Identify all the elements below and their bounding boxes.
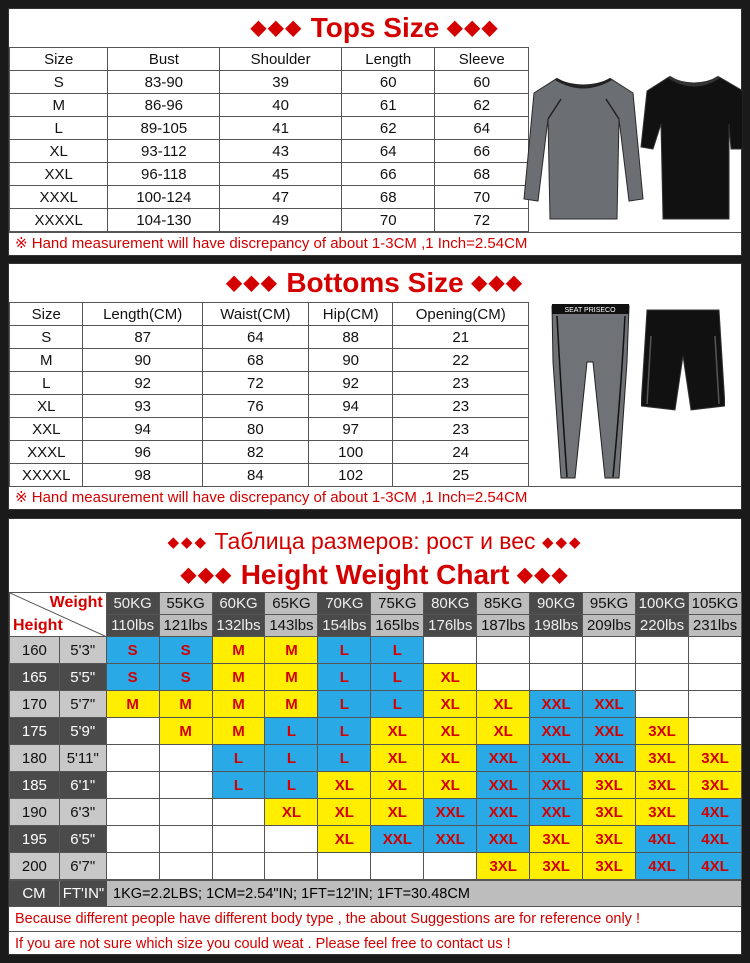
size-cell: 3XL [583, 772, 636, 799]
table-cell: 84 [202, 464, 308, 487]
size-cell [265, 826, 318, 853]
size-cell: L [318, 637, 371, 664]
table-header-row [10, 303, 529, 326]
height-ft: 5'3" [59, 637, 106, 664]
size-cell: M [212, 718, 265, 745]
size-cell: XL [318, 826, 371, 853]
table-cell: 86-96 [108, 94, 220, 117]
size-cell: 3XL [636, 772, 689, 799]
column-header: Waist(CM) [202, 303, 308, 326]
size-cell: 3XL [583, 853, 636, 880]
height-ft: 5'7" [59, 691, 106, 718]
height-row [10, 637, 742, 664]
table-cell: L [10, 117, 108, 140]
table-cell: 92 [83, 372, 202, 395]
size-cell: M [212, 637, 265, 664]
diamond-icon: ◆◆◆ [180, 564, 233, 586]
column-header: Size [10, 48, 108, 71]
table-cell: 64 [435, 117, 529, 140]
shorts-image [641, 306, 725, 416]
table-cell: XXL [10, 418, 83, 441]
size-cell: 3XL [689, 772, 742, 799]
height-cm: 175 [10, 718, 60, 745]
table-cell: 23 [393, 418, 529, 441]
compression-pants-image [547, 302, 637, 482]
size-cell: XXL [530, 799, 583, 826]
size-cell: L [371, 691, 424, 718]
diamond-icon: ◆◆◆ [447, 17, 500, 39]
table-cell: 22 [393, 349, 529, 372]
table-cell: 68 [341, 186, 435, 209]
size-cell: XL [371, 745, 424, 772]
size-cell: 4XL [689, 799, 742, 826]
table-cell: 90 [83, 349, 202, 372]
table-cell: 41 [220, 117, 342, 140]
size-cell: L [318, 745, 371, 772]
size-cell [106, 745, 159, 772]
size-cell [424, 637, 477, 664]
table-cell: XXXXL [10, 464, 83, 487]
size-cell: XL [424, 772, 477, 799]
size-cell [318, 853, 371, 880]
long-sleeve-shirt-image [521, 69, 646, 229]
height-cm: 180 [10, 745, 60, 772]
table-cell: 24 [393, 441, 529, 464]
size-cell: 3XL [583, 799, 636, 826]
size-cell: L [265, 718, 318, 745]
table-row [10, 349, 529, 372]
column-header: Size [10, 303, 83, 326]
corner-header [10, 593, 107, 637]
table-row [10, 163, 529, 186]
size-cell [530, 637, 583, 664]
height-row [10, 664, 742, 691]
table-cell: 96 [83, 441, 202, 464]
size-cell: M [265, 664, 318, 691]
height-cm: 160 [10, 637, 60, 664]
kg-header: 50KG [106, 593, 159, 615]
size-cell: XXL [477, 745, 530, 772]
size-cell [689, 691, 742, 718]
height-cm: 190 [10, 799, 60, 826]
size-cell: XL [371, 799, 424, 826]
table-cell: XXL [10, 163, 108, 186]
table-row [10, 326, 529, 349]
tops-title: ◆◆◆ Tops Size ◆◆◆ [250, 12, 500, 43]
size-cell: S [159, 664, 212, 691]
height-cm: 185 [10, 772, 60, 799]
size-cell: M [159, 691, 212, 718]
column-header: Length(CM) [83, 303, 202, 326]
bottoms-title: ◆◆◆ Bottoms Size ◆◆◆ [226, 267, 524, 298]
table-cell: 102 [308, 464, 393, 487]
diamond-icon: ◆◆◆ [226, 272, 279, 294]
height-weight-panel [8, 518, 742, 955]
size-cell: XXL [583, 718, 636, 745]
height-ft: 5'11" [59, 745, 106, 772]
table-cell: 72 [435, 209, 529, 232]
size-cell: XL [371, 772, 424, 799]
table-cell: S [10, 326, 83, 349]
conversion-text: 1KG=2.2LBS; 1CM=2.54"IN; 1FT=12'IN; 1FT=30.48CM [107, 881, 741, 906]
tops-panel [8, 8, 742, 256]
size-cell: S [159, 637, 212, 664]
lbs-header: 154lbs [318, 615, 371, 637]
size-cell: L [212, 772, 265, 799]
table-row [10, 117, 529, 140]
table-cell: 70 [435, 186, 529, 209]
lbs-header: 231lbs [689, 615, 742, 637]
size-cell: XXL [583, 745, 636, 772]
diamond-icon: ◆◆◆ [167, 534, 209, 551]
table-cell: 92 [308, 372, 393, 395]
height-row [10, 853, 742, 880]
size-cell: XL [424, 691, 477, 718]
size-cell: XL [424, 718, 477, 745]
size-cell: L [371, 637, 424, 664]
table-cell: XXXL [10, 441, 83, 464]
russian-title: ◆◆◆ Таблица размеров: рост и вес ◆◆◆ [167, 528, 583, 554]
size-cell [371, 853, 424, 880]
lbs-header: 176lbs [424, 615, 477, 637]
bottoms-size-table [9, 302, 529, 487]
brand-text: SEAT PRISECO [564, 307, 616, 314]
size-cell [689, 637, 742, 664]
table-row [10, 418, 529, 441]
kg-header: 80KG [424, 593, 477, 615]
table-cell: 23 [393, 372, 529, 395]
table-cell: 76 [202, 395, 308, 418]
tops-note: ※ Hand measurement will have discrepancy of about 1-3CM ,1 Inch=2.54CM [9, 232, 741, 255]
size-cell [689, 664, 742, 691]
column-header: Sleeve [435, 48, 529, 71]
table-row [10, 464, 529, 487]
table-cell: 64 [341, 140, 435, 163]
table-cell: M [10, 349, 83, 372]
kg-header-row [10, 593, 742, 615]
footer-cm: CM [9, 881, 59, 906]
kg-header: 60KG [212, 593, 265, 615]
kg-header: 70KG [318, 593, 371, 615]
reference-note: Because different people have different body type , the about Suggestions are for reference only ! [9, 906, 741, 931]
size-cell [477, 637, 530, 664]
table-cell: 70 [341, 209, 435, 232]
size-cell: M [106, 691, 159, 718]
size-cell: 4XL [689, 853, 742, 880]
size-cell [106, 772, 159, 799]
bottoms-note: ※ Hand measurement will have discrepancy of about 1-3CM ,1 Inch=2.54CM [9, 486, 741, 509]
table-cell: 40 [220, 94, 342, 117]
size-cell: 3XL [530, 826, 583, 853]
table-cell: 62 [435, 94, 529, 117]
height-label: Height [13, 617, 63, 634]
table-cell: 68 [435, 163, 529, 186]
lbs-header: 198lbs [530, 615, 583, 637]
size-cell: XXL [530, 718, 583, 745]
table-cell: XXXXL [10, 209, 108, 232]
size-cell [477, 664, 530, 691]
size-cell: XL [477, 691, 530, 718]
size-cell [159, 772, 212, 799]
kg-header: 55KG [159, 593, 212, 615]
kg-header: 90KG [530, 593, 583, 615]
size-cell: 3XL [583, 826, 636, 853]
table-cell: 94 [308, 395, 393, 418]
table-cell: 90 [308, 349, 393, 372]
size-cell: 4XL [636, 853, 689, 880]
size-cell [159, 853, 212, 880]
size-cell: XL [424, 664, 477, 691]
size-cell [106, 826, 159, 853]
size-cell [159, 826, 212, 853]
conversion-row [9, 880, 741, 906]
size-cell [265, 853, 318, 880]
kg-header: 100KG [636, 593, 689, 615]
size-cell: XL [477, 718, 530, 745]
bottoms-panel [8, 263, 742, 510]
table-cell: 104-130 [108, 209, 220, 232]
size-cell: XL [318, 772, 371, 799]
kg-header: 75KG [371, 593, 424, 615]
diamond-icon: ◆◆◆ [471, 272, 524, 294]
size-cell: XXL [371, 826, 424, 853]
size-cell [212, 826, 265, 853]
diamond-icon: ◆◆◆ [517, 564, 570, 586]
weight-label: Weight [49, 594, 103, 611]
height-row [10, 691, 742, 718]
kg-header: 65KG [265, 593, 318, 615]
size-cell: L [265, 745, 318, 772]
size-cell: XXL [583, 691, 636, 718]
table-cell: 94 [83, 418, 202, 441]
height-cm: 170 [10, 691, 60, 718]
diamond-icon: ◆◆◆ [250, 17, 303, 39]
table-header-row [10, 48, 529, 71]
size-cell [689, 718, 742, 745]
lbs-header: 132lbs [212, 615, 265, 637]
table-cell: 68 [202, 349, 308, 372]
height-cm: 165 [10, 664, 60, 691]
height-ft: 5'9" [59, 718, 106, 745]
table-row [10, 395, 529, 418]
size-cell: XXL [530, 772, 583, 799]
size-cell: S [106, 664, 159, 691]
table-cell: 100-124 [108, 186, 220, 209]
size-cell: L [212, 745, 265, 772]
size-cell: 3XL [477, 853, 530, 880]
table-cell: XL [10, 140, 108, 163]
size-cell: M [265, 637, 318, 664]
lbs-header: 121lbs [159, 615, 212, 637]
height-row [10, 745, 742, 772]
size-cell [424, 853, 477, 880]
height-weight-title: ◆◆◆ Height Weight Chart ◆◆◆ [180, 559, 570, 590]
size-cell [530, 664, 583, 691]
size-cell [212, 853, 265, 880]
table-cell: 21 [393, 326, 529, 349]
footer-ft: FT'IN" [59, 881, 107, 906]
table-cell: 62 [341, 117, 435, 140]
table-cell: 49 [220, 209, 342, 232]
table-cell: 89-105 [108, 117, 220, 140]
size-cell: L [265, 772, 318, 799]
table-cell: M [10, 94, 108, 117]
column-header: Hip(CM) [308, 303, 393, 326]
table-cell: 45 [220, 163, 342, 186]
table-cell: 93-112 [108, 140, 220, 163]
size-cell: XXL [530, 745, 583, 772]
column-header: Shoulder [220, 48, 342, 71]
size-cell: 3XL [636, 799, 689, 826]
size-cell [106, 799, 159, 826]
size-cell: XL [424, 745, 477, 772]
size-cell [636, 691, 689, 718]
kg-header: 105KG [689, 593, 742, 615]
height-cm: 195 [10, 826, 60, 853]
table-cell: 100 [308, 441, 393, 464]
size-cell: XL [265, 799, 318, 826]
size-cell: M [212, 664, 265, 691]
height-row [10, 826, 742, 853]
height-ft: 5'5" [59, 664, 106, 691]
table-cell: 60 [435, 71, 529, 94]
size-cell [106, 718, 159, 745]
table-cell: 25 [393, 464, 529, 487]
table-cell: S [10, 71, 108, 94]
size-cell: M [265, 691, 318, 718]
size-cell: XXL [424, 826, 477, 853]
size-cell: M [212, 691, 265, 718]
table-cell: 93 [83, 395, 202, 418]
table-cell: 97 [308, 418, 393, 441]
size-cell: S [106, 637, 159, 664]
size-cell [636, 637, 689, 664]
height-row [10, 718, 742, 745]
table-cell: 66 [341, 163, 435, 186]
kg-header: 95KG [583, 593, 636, 615]
size-cell: XXL [477, 772, 530, 799]
table-cell: 61 [341, 94, 435, 117]
column-header: Opening(CM) [393, 303, 529, 326]
short-sleeve-shirt-image [639, 69, 743, 229]
lbs-header-row [10, 615, 742, 637]
diamond-icon: ◆◆◆ [541, 534, 583, 551]
size-cell: XL [318, 799, 371, 826]
table-cell: 23 [393, 395, 529, 418]
table-cell: 39 [220, 71, 342, 94]
size-cell [636, 664, 689, 691]
size-cell: XXL [477, 799, 530, 826]
size-cell [106, 853, 159, 880]
table-cell: 60 [341, 71, 435, 94]
contact-note: If you are not sure which size you could weat . Please feel free to contact us ! [9, 931, 741, 956]
table-cell: 47 [220, 186, 342, 209]
size-cell: XL [371, 718, 424, 745]
size-cell [159, 799, 212, 826]
table-cell: 87 [83, 326, 202, 349]
column-header: Length [341, 48, 435, 71]
height-row [10, 772, 742, 799]
table-cell: 83-90 [108, 71, 220, 94]
size-cell [212, 799, 265, 826]
table-row [10, 372, 529, 395]
table-cell: L [10, 372, 83, 395]
height-ft: 6'5" [59, 826, 106, 853]
table-cell: XXXL [10, 186, 108, 209]
table-row [10, 71, 529, 94]
size-cell [159, 745, 212, 772]
table-cell: 96-118 [108, 163, 220, 186]
table-row [10, 94, 529, 117]
table-cell: XL [10, 395, 83, 418]
lbs-header: 187lbs [477, 615, 530, 637]
table-cell: 80 [202, 418, 308, 441]
table-row [10, 140, 529, 163]
lbs-header: 209lbs [583, 615, 636, 637]
lbs-header: 143lbs [265, 615, 318, 637]
lbs-header: 165lbs [371, 615, 424, 637]
table-row [10, 441, 529, 464]
table-cell: 72 [202, 372, 308, 395]
kg-header: 85KG [477, 593, 530, 615]
size-cell: L [318, 718, 371, 745]
height-ft: 6'1" [59, 772, 106, 799]
column-header: Bust [108, 48, 220, 71]
lbs-header: 110lbs [106, 615, 159, 637]
size-cell: L [318, 664, 371, 691]
size-cell: L [371, 664, 424, 691]
size-cell: 3XL [530, 853, 583, 880]
size-cell: XXL [530, 691, 583, 718]
table-row [10, 186, 529, 209]
size-cell: XXL [424, 799, 477, 826]
table-cell: 88 [308, 326, 393, 349]
lbs-header: 220lbs [636, 615, 689, 637]
height-row [10, 799, 742, 826]
size-cell: XXL [477, 826, 530, 853]
size-cell: 4XL [636, 826, 689, 853]
size-cell: 3XL [636, 745, 689, 772]
size-cell: 3XL [636, 718, 689, 745]
size-cell [583, 664, 636, 691]
table-cell: 43 [220, 140, 342, 163]
tops-size-table [9, 47, 529, 232]
table-cell: 66 [435, 140, 529, 163]
height-cm: 200 [10, 853, 60, 880]
size-cell [583, 637, 636, 664]
height-ft: 6'3" [59, 799, 106, 826]
table-cell: 98 [83, 464, 202, 487]
table-cell: 82 [202, 441, 308, 464]
size-cell: M [159, 718, 212, 745]
table-row [10, 209, 529, 232]
table-cell: 64 [202, 326, 308, 349]
size-cell: 4XL [689, 826, 742, 853]
height-ft: 6'7" [59, 853, 106, 880]
size-cell: L [318, 691, 371, 718]
size-cell: 3XL [689, 745, 742, 772]
height-weight-table [9, 592, 742, 880]
